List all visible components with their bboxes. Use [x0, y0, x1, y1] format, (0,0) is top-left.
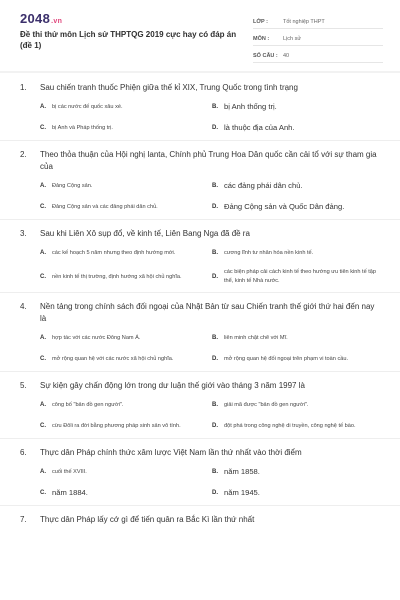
answer-option[interactable]: [40, 332, 212, 344]
meta-value: Lịch sử: [283, 36, 302, 42]
question-block: [0, 506, 400, 534]
meta-row-subject: [253, 29, 383, 46]
answer-options: [20, 466, 380, 499]
option-text: giải mã được "bản đồ gen người".: [224, 401, 309, 408]
question-text: [20, 149, 380, 173]
question-text: [20, 447, 380, 459]
meta-label: SỐ CÂU :: [253, 53, 278, 59]
option-letter: A.: [40, 469, 46, 475]
option-text: các đảng phái dân chủ.: [224, 181, 303, 190]
answer-option[interactable]: [40, 268, 212, 286]
meta-value: 40: [283, 53, 290, 59]
page-header: [0, 0, 400, 66]
question-text: [20, 82, 380, 94]
option-text: cương lĩnh tư nhân hóa nền kinh tế.: [224, 249, 314, 256]
option-text: bị các nước đế quốc xâu xé.: [52, 103, 123, 110]
meta-value: Tốt nghiệp THPT: [283, 19, 325, 25]
option-text: mở rộng quan hệ với các nước xã hội chủ nghĩa.: [52, 355, 174, 362]
meta-label: LỚP :: [253, 19, 268, 25]
option-text: liên minh chặt chẽ với Mĩ.: [224, 334, 288, 341]
question-number: 4.: [20, 302, 27, 311]
question-number: 7.: [20, 515, 27, 524]
answer-option[interactable]: [212, 487, 380, 499]
option-letter: C.: [40, 125, 46, 131]
option-text: cừu Đôli ra đời bằng phương pháp sinh sản vô tính.: [52, 422, 181, 429]
answer-option[interactable]: [40, 247, 212, 259]
option-letter: B.: [212, 469, 218, 475]
option-text: năm 1858.: [224, 467, 260, 476]
option-letter: B.: [212, 402, 218, 408]
option-letter: B.: [212, 183, 218, 189]
option-letter: B.: [212, 335, 218, 341]
question-body: Sự kiện gây chấn động lớn trong dư luận thế giới vào tháng 3 năm 1997 là: [40, 381, 305, 390]
question-number: 1.: [20, 83, 27, 92]
answer-options: [20, 101, 380, 134]
question-body: Thực dân Pháp chính thức xâm lược Việt Nam lần thứ nhất vào thời điểm: [40, 448, 302, 457]
answer-option[interactable]: [40, 101, 212, 113]
option-letter: D.: [212, 490, 218, 496]
option-text: năm 1945.: [224, 488, 260, 497]
logo-main: 2048: [20, 11, 51, 26]
answer-option[interactable]: [212, 101, 380, 113]
option-letter: D.: [212, 356, 218, 362]
option-letter: C.: [40, 274, 46, 280]
option-text: Đảng Cộng sản và các đảng phái dân chủ.: [52, 203, 158, 210]
answer-option[interactable]: [40, 353, 212, 365]
question-list: [0, 74, 400, 534]
option-text: các kế hoạch 5 năm nhưng theo định hướng mới.: [52, 249, 176, 256]
option-text: cuối thế XVIII.: [52, 468, 87, 475]
option-text: năm 1884.: [52, 488, 88, 497]
question-number: 5.: [20, 381, 27, 390]
answer-option[interactable]: [212, 268, 380, 286]
answer-option[interactable]: [40, 122, 212, 134]
option-letter: D.: [212, 274, 218, 280]
answer-option[interactable]: [212, 122, 380, 134]
question-block: [0, 439, 400, 506]
answer-option[interactable]: [40, 420, 212, 432]
question-block: [0, 141, 400, 220]
site-logo[interactable]: [20, 11, 62, 26]
option-letter: A.: [40, 335, 46, 341]
question-block: [0, 220, 400, 293]
option-text: nền kinh tế thị trường, định hướng xã hội chủ nghĩa.: [52, 273, 182, 280]
answer-option[interactable]: [212, 201, 380, 213]
question-text: [20, 380, 380, 392]
answer-option[interactable]: [40, 487, 212, 499]
answer-options: [20, 247, 380, 286]
option-letter: C.: [40, 490, 46, 496]
option-letter: B.: [212, 104, 218, 110]
option-text: bị Anh và Pháp thống trị.: [52, 124, 113, 131]
meta-row-class: [253, 12, 383, 29]
answer-option[interactable]: [212, 180, 380, 192]
option-letter: A.: [40, 104, 46, 110]
option-text: mở rộng quan hệ đối ngoại trên phạm vi toàn cầu.: [224, 355, 349, 362]
question-text: [20, 301, 380, 325]
option-letter: A.: [40, 183, 46, 189]
answer-option[interactable]: [40, 466, 212, 478]
option-letter: D.: [212, 423, 218, 429]
answer-options: [20, 332, 380, 365]
option-letter: A.: [40, 250, 46, 256]
question-body: Nền tảng trong chính sách đối ngoại của Nhật Bản từ sau Chiến tranh thế giới thứ hai đến nay là: [40, 302, 375, 323]
option-text: Đảng Cộng sản.: [52, 182, 93, 189]
option-letter: C.: [40, 356, 46, 362]
exam-meta: [253, 12, 383, 63]
answer-option[interactable]: [212, 247, 380, 259]
option-letter: D.: [212, 204, 218, 210]
option-text: hợp tác với các nước Đông Nam Á.: [52, 334, 141, 341]
logo-tld: .vn: [51, 18, 63, 25]
question-block: [0, 293, 400, 372]
option-text: bị Anh thống trị.: [224, 102, 277, 111]
option-letter: C.: [40, 204, 46, 210]
answer-option[interactable]: [212, 420, 380, 432]
question-number: 3.: [20, 229, 27, 238]
option-letter: D.: [212, 125, 218, 131]
question-text: [20, 514, 380, 526]
option-text: là thuộc địa của Anh.: [224, 123, 295, 132]
option-letter: C.: [40, 423, 46, 429]
answer-option[interactable]: [212, 399, 380, 411]
question-block: [0, 74, 400, 141]
answer-option[interactable]: [212, 332, 380, 344]
answer-options: [20, 399, 380, 432]
option-text: đột phá trong công nghệ di truyền, công nghệ tế bào.: [224, 422, 356, 429]
meta-row-count: [253, 46, 383, 63]
header-divider: [0, 71, 400, 73]
answer-options: [20, 180, 380, 213]
option-text: các biện pháp cải cách kinh tế theo hướng ưu tiên kinh tế tập thể, kinh tế Nhà nước.: [224, 269, 377, 284]
option-text: công bố "bản đồ gen người".: [52, 401, 124, 408]
question-body: Thực dân Pháp lấy cớ gì để tiến quân ra Bắc Kì lần thứ nhất: [40, 515, 255, 524]
option-letter: A.: [40, 402, 46, 408]
option-letter: B.: [212, 250, 218, 256]
answer-option[interactable]: [40, 201, 212, 213]
meta-label: MÔN :: [253, 36, 270, 42]
question-number: 2.: [20, 150, 27, 159]
option-text: Đảng Cộng sản và Quốc Dân đảng.: [224, 202, 345, 211]
question-number: 6.: [20, 448, 27, 457]
answer-option[interactable]: [212, 353, 380, 365]
question-body: Sau chiến tranh thuốc Phiện giữa thế kỉ XIX, Trung Quốc trong tình trạng: [40, 83, 298, 92]
exam-title: Đề thi thử môn Lịch sử THPTQG 2019 cực hay có đáp án (đề 1): [20, 30, 237, 50]
question-block: [0, 372, 400, 439]
answer-option[interactable]: [212, 466, 380, 478]
question-text: [20, 228, 380, 240]
answer-option[interactable]: [40, 399, 212, 411]
question-body: Sau khi Liên Xô sụp đổ, về kinh tế, Liên Bang Nga đã đề ra: [40, 229, 250, 238]
question-body: Theo thỏa thuận của Hội nghị Ianta, Chính phủ Trung Hoa Dân quốc cần cải tổ với sự tham gia của: [40, 150, 377, 171]
answer-option[interactable]: [40, 180, 212, 192]
